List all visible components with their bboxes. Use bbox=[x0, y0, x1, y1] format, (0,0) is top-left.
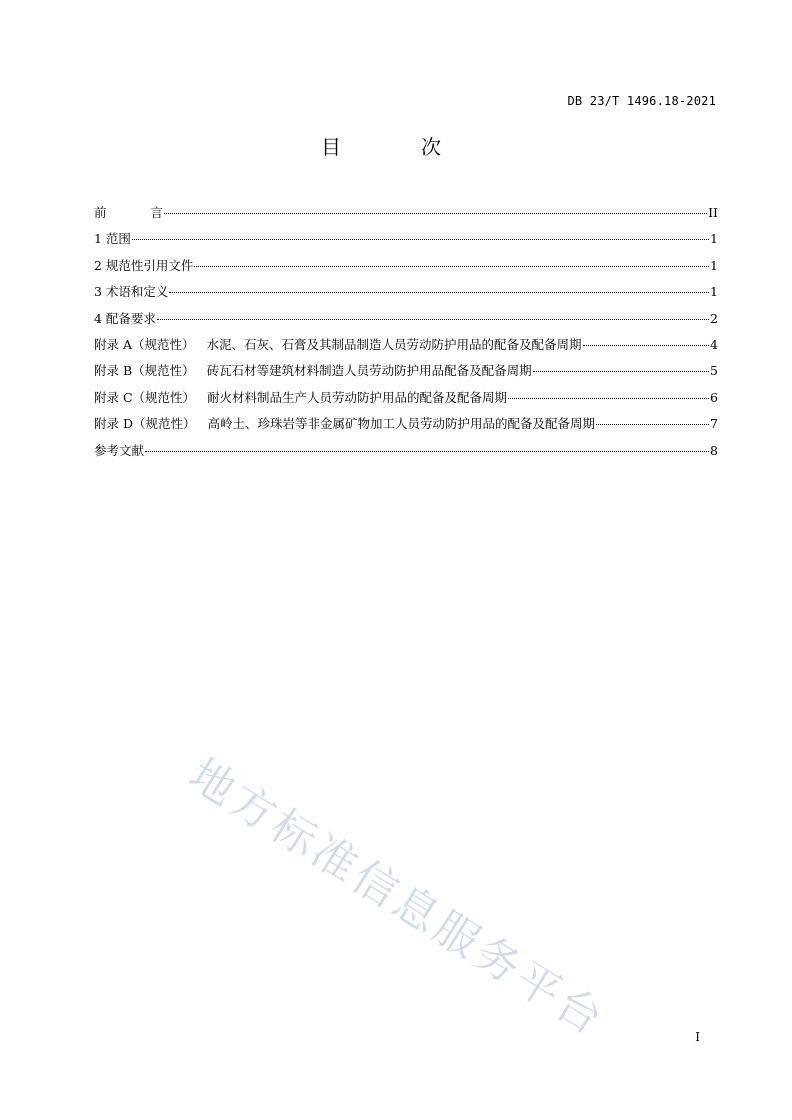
toc-page-number: 1 bbox=[710, 257, 718, 273]
appendix-title: 耐火材料制品生产人员劳动防护用品的配备及配备周期 bbox=[207, 389, 508, 405]
appendix-tag: 附录 D（规范性） bbox=[94, 416, 196, 432]
page-number: I bbox=[695, 1030, 700, 1044]
toc-page-number: 2 bbox=[710, 310, 718, 326]
toc-page-number: 7 bbox=[710, 416, 718, 432]
document-code: DB 23/T 1496.18-2021 bbox=[567, 94, 716, 108]
toc-entry-appendix-c[interactable] bbox=[94, 388, 718, 414]
dot-leader bbox=[157, 319, 709, 320]
appendix-title: 水泥、石灰、石膏及其制品制造人员劳动防护用品的配备及配备周期 bbox=[206, 336, 582, 352]
appendix-title: 高岭土、珍珠岩等非金属矿物加工人员劳动防护用品的配备及配备周期 bbox=[207, 416, 596, 432]
appendix-tag: 附录 A（规范性） bbox=[94, 336, 195, 352]
toc-label: 参考文献 bbox=[94, 442, 145, 458]
toc-label: 3 术语和定义 bbox=[94, 284, 169, 300]
dot-leader bbox=[533, 371, 709, 372]
toc-label bbox=[94, 361, 532, 379]
toc-label bbox=[94, 388, 507, 406]
appendix-tag: 附录 C（规范性） bbox=[94, 389, 196, 405]
toc-page-number: 6 bbox=[710, 389, 718, 405]
toc-entry-preface[interactable] bbox=[94, 203, 718, 229]
appendix-title: 砖瓦石材等建筑材料制造人员劳动防护用品配备及配备周期 bbox=[206, 363, 532, 379]
toc-entry[interactable] bbox=[94, 282, 718, 308]
dot-leader bbox=[596, 424, 709, 425]
dot-leader bbox=[508, 398, 709, 399]
toc-entry-references[interactable] bbox=[94, 441, 718, 467]
toc-label: 4 配备要求 bbox=[94, 310, 156, 326]
toc-label: 2 规范性引用文件 bbox=[94, 257, 194, 273]
toc-label: 1 范围 bbox=[94, 231, 131, 247]
toc-entry-appendix-b[interactable] bbox=[94, 361, 718, 387]
toc-label bbox=[94, 414, 595, 432]
toc-page-number: 5 bbox=[710, 363, 718, 379]
toc-entry[interactable] bbox=[94, 309, 718, 335]
dot-leader bbox=[145, 451, 709, 452]
appendix-tag: 附录 B（规范性） bbox=[94, 363, 195, 379]
toc-entry[interactable] bbox=[94, 229, 718, 255]
dot-leader bbox=[169, 292, 709, 293]
dot-leader bbox=[164, 213, 707, 214]
toc-page-number: 8 bbox=[710, 442, 718, 458]
toc-page-number: 1 bbox=[710, 231, 718, 247]
toc-page-number: 4 bbox=[710, 336, 718, 352]
toc-entry[interactable] bbox=[94, 256, 718, 282]
toc-entry-appendix-d[interactable] bbox=[94, 414, 718, 440]
toc-entry-appendix-a[interactable] bbox=[94, 335, 718, 361]
dot-leader bbox=[194, 266, 709, 267]
toc-label bbox=[94, 335, 582, 353]
dot-leader bbox=[132, 239, 709, 240]
toc-page-number: II bbox=[708, 205, 718, 220]
toc-page-number: 1 bbox=[710, 284, 718, 300]
dot-leader bbox=[583, 345, 710, 346]
table-of-contents bbox=[94, 203, 718, 467]
toc-label: 前 言 bbox=[94, 205, 164, 220]
watermark: 地方标准信息服务平台 bbox=[180, 749, 615, 1047]
page-title: 目 次 bbox=[321, 135, 471, 159]
